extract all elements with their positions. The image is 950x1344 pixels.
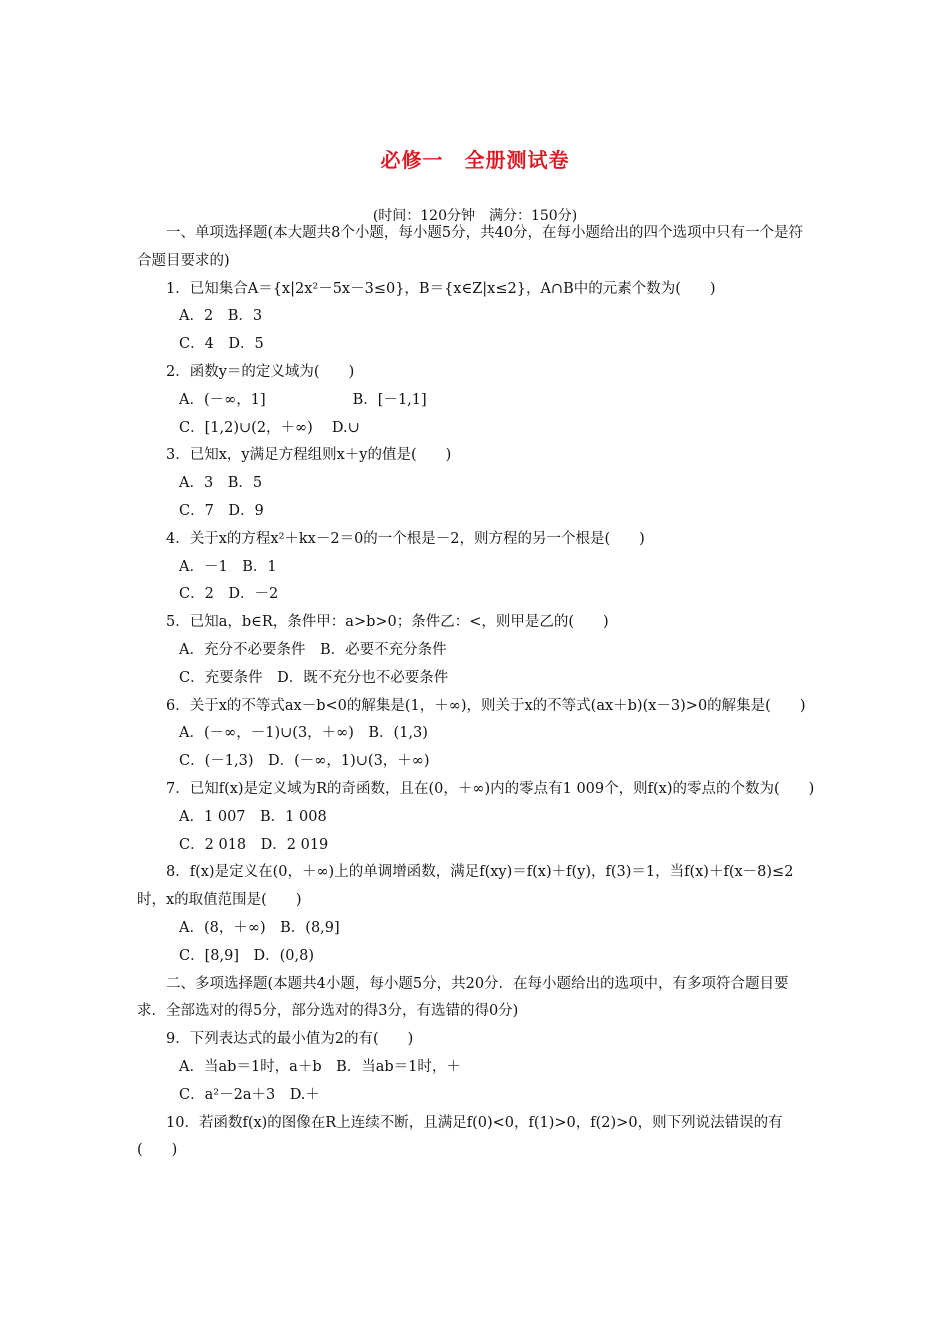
question-5: 5．已知a，b∈R，条件甲：a>b>0；条件乙：<，则甲是乙的( ) — [166, 614, 609, 631]
question-2-options-a-b: A．(－∞，1] B．[－1,1] — [179, 391, 427, 408]
question-5-options-a-b: A．充分不必要条件 B．必要不充分条件 — [179, 641, 447, 658]
section-header-multiple-choice: 二、多项选择题(本题共4小题，每小题5分，共20分．在每小题给出的选项中，有多项符合题目要求．全部选对的得5分，部分选对的得3分，有选错的得0分) — [137, 975, 789, 1020]
question-9-options-a-b: A．当ab＝1时，a＋b B．当ab＝1时，＋ — [179, 1058, 461, 1075]
question-1-options-a-b: A．2 B．3 — [179, 308, 263, 325]
question-7: 7．已知f(x)是定义域为R的奇函数，且在(0，＋∞)内的零点有1 009个，则f(x)的零点的个数为( ) — [166, 780, 815, 797]
page-title: 必修一 全册测试卷 — [380, 148, 570, 172]
question-9: 9．下列表达式的最小值为2的有( ) — [166, 1031, 414, 1048]
question-5-options-c-d: C．充要条件 D．既不充分也不必要条件 — [179, 669, 449, 686]
question-4-options-a-b: A．－1 B．1 — [179, 558, 277, 575]
question-3-options-c-d: C．7 D．9 — [179, 502, 264, 519]
question-10: 10．若函数f(x)的图像在R上连续不断，且满足f(0)<0，f(1)>0，f(2)>0，则下列说法错误的有( ) — [137, 1114, 783, 1159]
question-6: 6．关于x的不等式ax－b<0的解集是(1，＋∞)，则关于x的不等式(ax＋b)(x－3)>0的解集是( ) — [166, 697, 806, 714]
document-body — [137, 220, 817, 1165]
question-7-options-c-d: C．2 018 D．2 019 — [179, 836, 329, 853]
question-8: 8．f(x)是定义在(0，＋∞)上的单调增函数，满足f(xy)＝f(x)＋f(y)，f(3)＝1，当f(x)＋f(x－8)≤2时，x的取值范围是( ) — [137, 864, 794, 909]
question-8-options-c-d: C．[8,9] D．(0,8) — [179, 947, 315, 964]
question-2-options-c-d: C．[1,2)∪(2，＋∞) D.∪ — [179, 419, 360, 436]
question-1: 1．已知集合A＝{x|2x²－5x－3≤0}，B＝{x∈Z|x≤2}，A∩B中的元素个数为( ) — [166, 280, 716, 297]
question-6-options-c-d: C．(－1,3) D．(－∞，1)∪(3，＋∞) — [179, 753, 430, 770]
question-1-options-c-d: C．4 D．5 — [179, 336, 264, 353]
question-2: 2．函数y＝的定义域为( ) — [166, 363, 355, 380]
section-header-single-choice: 一、单项选择题(本大题共8个小题，每小题5分，共40分，在每小题给出的四个选项中只有一个是符合题目要求的) — [137, 225, 804, 269]
question-3-options-a-b: A．3 B．5 — [179, 475, 263, 492]
exam-meta: (时间：120分钟 满分：150分) — [372, 208, 578, 224]
question-9-options-c-d: C．a²－2a＋3 D.＋ — [179, 1086, 320, 1103]
question-6-options-a-b: A．(－∞，－1)∪(3，＋∞) B．(1,3) — [179, 725, 428, 742]
question-8-options-a-b: A．(8，＋∞) B．(8,9] — [179, 919, 340, 936]
question-7-options-a-b: A．1 007 B．1 008 — [179, 808, 327, 825]
question-4: 4．关于x的方程x²＋kx－2＝0的一个根是－2，则方程的另一个根是( ) — [166, 530, 645, 547]
question-4-options-c-d: C．2 D．－2 — [179, 586, 279, 603]
question-3: 3．已知x，y满足方程组则x＋y的值是( ) — [166, 447, 452, 464]
